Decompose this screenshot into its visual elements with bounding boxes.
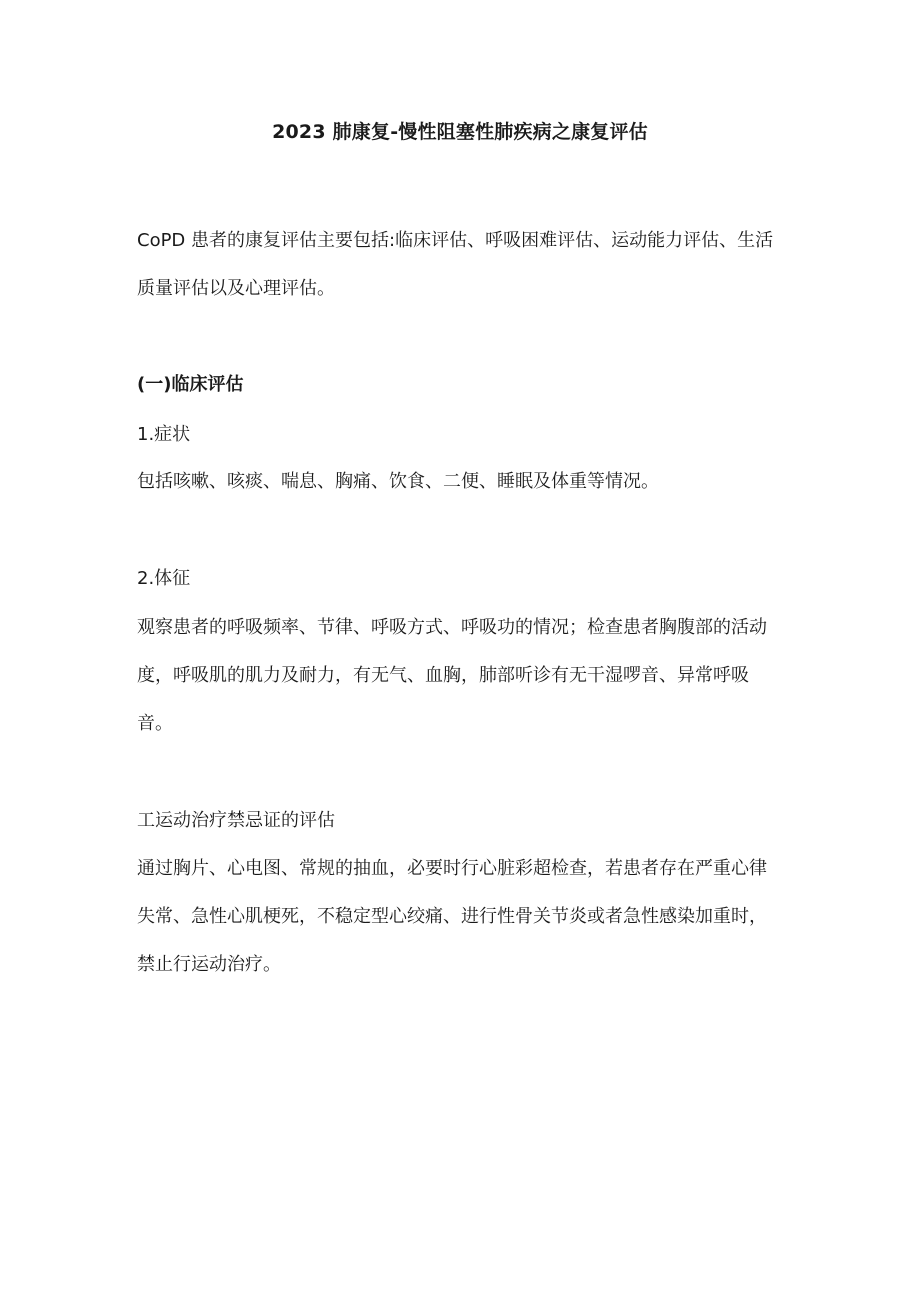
subheading-symptoms: 1.症状 <box>137 424 191 445</box>
intro-paragraph: CoPD 患者的康复评估主要包括:临床评估、呼吸困难评估、运动能力评估、生活质量评估以及心理评估。 <box>137 230 774 299</box>
symptoms-paragraph: 包括咳嗽、咳痰、喘息、胸痛、饮食、二便、睡眠及体重等情况。 <box>137 471 659 492</box>
contraindications-paragraph: 通过胸片、心电图、常规的抽血，必要时行心脏彩超检查，若患者存在严重心律失常、急性心肌梗死，不稳定型心绞痛、进行性骨关节炎或者急性感染加重时，禁止行运动治疗。 <box>137 858 767 975</box>
signs-paragraph: 观察患者的呼吸频率、节律、呼吸方式、呼吸功的情况；检查患者胸腹部的活动度，呼吸肌的肌力及耐力，有无气、血胸，肺部听诊有无干湿啰音、异常呼吸音。 <box>137 617 767 734</box>
subheading-contraindications: 工运动治疗禁忌证的评估 <box>137 810 335 831</box>
section-heading-clinical: (一)临床评估 <box>137 374 244 395</box>
subheading-signs: 2.体征 <box>137 568 191 589</box>
document-title: 2023 肺康复-慢性阻塞性肺疾病之康复评估 <box>272 121 648 143</box>
